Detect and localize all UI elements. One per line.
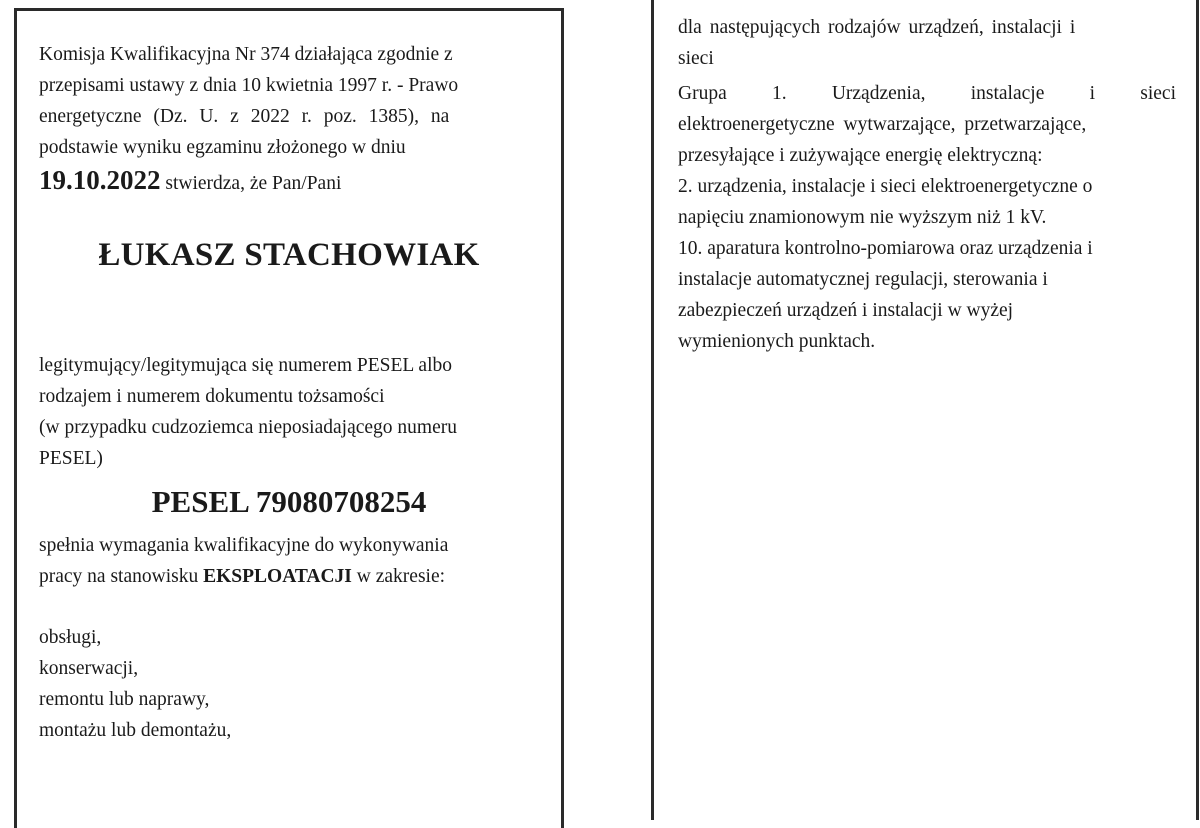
scope-item: remontu lub naprawy, <box>39 689 210 710</box>
statement-suffix: stwierdza, że Pan/Pani <box>165 173 342 194</box>
scope-list <box>39 622 539 746</box>
item-10-line-2: instalacje automatycznej regulacji, sterowania i <box>678 269 1048 290</box>
group-line-3: przesyłające i zużywające energię elektryczną: <box>678 145 1043 166</box>
pesel-number: PESEL 79080708254 <box>151 484 427 519</box>
scope-item: obsługi, <box>39 627 102 648</box>
devices-intro-line-2: sieci <box>678 48 714 69</box>
commission-intro <box>39 39 539 163</box>
group-line-1 <box>678 78 1176 109</box>
item-2-line-2: napięciu znamionowym nie wyższym niż 1 kV. <box>678 207 1047 228</box>
item-10-line-3: zabezpieczeń urządzeń i instalacji w wyżej <box>678 300 1014 321</box>
requirements-line-2-suffix: w zakresie: <box>356 566 446 587</box>
requirements-statement <box>39 530 539 592</box>
group-line-2: elektroenergetyczne wytwarzające, przetwarzające, <box>678 114 1087 135</box>
item-2-line-1: 2. urządzenia, instalacje i sieci elektroenergetyczne o <box>678 176 1093 197</box>
group-description <box>678 78 1176 357</box>
scope-item: montażu lub demontażu, <box>39 720 232 741</box>
intro-line-1 <box>39 39 539 70</box>
left-page-content <box>39 39 539 746</box>
item-10-line-4: wymienionych punktach. <box>678 331 876 352</box>
intro-line-3: energetyczne (Dz. U. z 2022 r. poz. 1385), na <box>39 106 450 127</box>
id-line-2: rodzajem i numerem dokumentu tożsamości <box>39 386 385 407</box>
position-name: EKSPLOATACJI <box>203 566 352 587</box>
certificate-page-right <box>651 0 1199 820</box>
intro-line-1-text: Komisja Kwalifikacyjna Nr 374 działająca zgodnie z <box>39 44 453 65</box>
group-word: sieci <box>1140 83 1176 104</box>
identity-description <box>39 350 539 474</box>
id-line-1: legitymujący/legitymująca się numerem PESEL albo <box>39 355 453 376</box>
item-10-line-1: 10. aparatura kontrolno-pomiarowa oraz urządzenia i <box>678 238 1093 259</box>
intro-line-2: przepisami ustawy z dnia 10 kwietnia 1997 r. - Prawo <box>39 75 459 96</box>
group-word: Grupa <box>678 83 727 104</box>
holder-name: ŁUKASZ STACHOWIAK <box>98 237 480 273</box>
intro-line-4: podstawie wyniku egzaminu złożonego w dniu <box>39 137 406 158</box>
requirements-line-2-prefix: pracy na stanowisku <box>39 566 199 587</box>
exam-date-line <box>39 165 539 199</box>
id-line-3: (w przypadku cudzoziemca nieposiadającego numeru <box>39 417 457 438</box>
group-word: instalacje <box>970 83 1045 104</box>
exam-date: 19.10.2022 <box>39 165 161 195</box>
requirements-line-2 <box>39 561 539 592</box>
group-word: i <box>1089 83 1096 104</box>
group-word: Urządzenia, <box>831 83 926 104</box>
requirements-line-1: spełnia wymagania kwalifikacyjne do wykonywania <box>39 535 449 556</box>
id-line-4: PESEL) <box>39 448 103 469</box>
scope-item: konserwacji, <box>39 658 139 679</box>
devices-intro <box>678 12 1176 74</box>
certificate-page-left <box>14 8 564 828</box>
group-word: 1. <box>771 83 787 104</box>
devices-intro-line-1: dla następujących rodzajów urządzeń, instalacji i <box>678 17 1076 38</box>
right-page-content <box>678 12 1176 357</box>
